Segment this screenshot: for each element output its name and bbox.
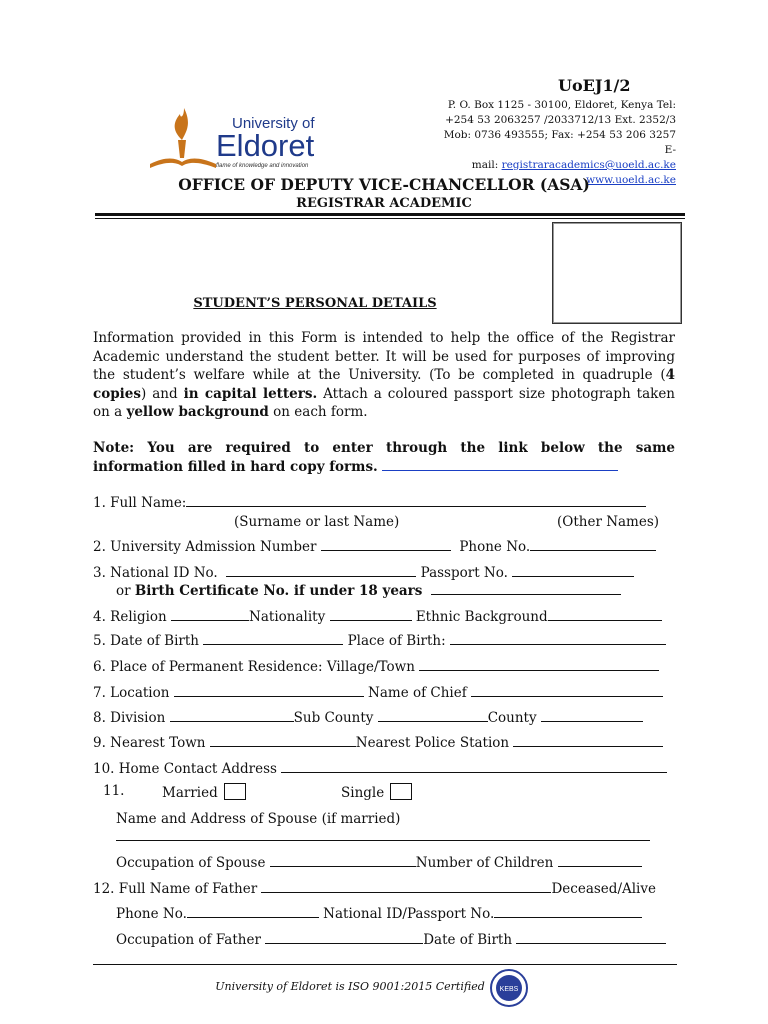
online-form-link[interactable] — [382, 458, 618, 471]
division-input[interactable] — [170, 709, 294, 722]
single-option: Single — [341, 783, 412, 801]
passport-input[interactable] — [512, 564, 634, 577]
ethnic-input[interactable] — [548, 608, 662, 621]
document-code: UoEJ1/2 — [558, 76, 631, 95]
field-home-address: 10. Home Contact Address — [93, 760, 667, 777]
footer-text: University of Eldoret is ISO 9001:2015 Certified — [215, 980, 485, 993]
home-address-input[interactable] — [281, 760, 667, 773]
national-id-input[interactable] — [226, 564, 416, 577]
location-input[interactable] — [174, 684, 364, 697]
occ-spouse-input[interactable] — [270, 854, 416, 867]
subcounty-input[interactable] — [378, 709, 488, 722]
field-occ-father: Occupation of Father Date of Birth — [116, 931, 666, 948]
admission-input[interactable] — [321, 538, 451, 551]
office-subtitle: REGISTRAR ACADEMIC — [296, 196, 472, 211]
single-checkbox[interactable] — [390, 783, 412, 800]
birth-cert-input[interactable] — [431, 582, 621, 595]
children-input[interactable] — [558, 854, 642, 867]
header-rule-thick — [95, 213, 685, 216]
university-logo — [146, 104, 366, 170]
father-phone-input[interactable] — [187, 905, 319, 918]
kebs-badge-icon — [489, 968, 529, 1008]
other-names-hint: (Other Names) — [557, 514, 660, 530]
email-link[interactable]: registraracademics@uoeld.ac.ke — [501, 159, 676, 171]
police-input[interactable] — [513, 734, 663, 747]
footer-rule — [93, 964, 677, 965]
section-title: STUDENT’S PERSONAL DETAILS — [193, 296, 437, 311]
spouse-input[interactable] — [116, 840, 650, 841]
field-location: 7. Location Name of Chief — [93, 684, 663, 701]
email-line — [440, 158, 676, 173]
field-town: 9. Nearest Town Nearest Police Station — [93, 734, 663, 751]
field-religion: 4. Religion Nationality Ethnic Background — [93, 608, 662, 625]
field-occ-spouse: Occupation of Spouse Number of Children — [116, 854, 642, 871]
intro-paragraph: Information provided in this Form is intended to help the office of the Registrar Academic understand the student better. It will be used for purposes of improving the student’s welfare while at the University. (To be completed in quadruple (4 copies) and in capital letters. Attach a coloured passport size photograph taken on a yellow background on each form. — [93, 330, 676, 420]
dob-input[interactable] — [203, 632, 343, 645]
field-residence: 6. Place of Permanent Residence: Village/Town — [93, 658, 659, 675]
flame-icon — [175, 108, 188, 140]
note-paragraph: Note: You are required to enter through the link below the same information filled in hard copy forms. — [93, 440, 675, 475]
logo-line2: Eldoret — [216, 128, 315, 163]
field-division: 8. Division Sub County County — [93, 709, 643, 726]
phone-input[interactable] — [530, 538, 656, 551]
field-birth-cert: or Birth Certificate No. if under 18 years — [116, 582, 621, 599]
address-line-3: Mob: 0736 493555; Fax: +254 53 206 3257 E- — [443, 129, 676, 156]
county-input[interactable] — [541, 709, 643, 722]
residence-input[interactable] — [419, 658, 659, 671]
married-option: Married — [162, 783, 246, 801]
website-link[interactable]: www.uoeld.ac.ke — [586, 174, 676, 186]
field-marital: 11. — [103, 783, 125, 799]
married-checkbox[interactable] — [224, 783, 246, 800]
surname-hint: (Surname or last Name) — [234, 514, 400, 530]
chief-input[interactable] — [471, 684, 663, 697]
town-input[interactable] — [210, 734, 356, 747]
email-prefix: mail: — [471, 159, 502, 171]
religion-input[interactable] — [171, 608, 249, 621]
field-father: 12. Full Name of Father Deceased/Alive — [93, 881, 656, 897]
field-full-name: 1. Full Name: — [93, 494, 646, 511]
logo-tagline: flame of knowledge and innovation — [216, 163, 309, 169]
father-id-input[interactable] — [494, 905, 642, 918]
field-admission: 2. University Admission Number Phone No. — [93, 538, 656, 555]
occ-father-input[interactable] — [265, 931, 423, 944]
field-national-id: 3. National ID No. Passport No. — [93, 564, 634, 581]
father-dob-input[interactable] — [516, 931, 666, 944]
logo-line1: University of — [232, 115, 315, 132]
address-line-1: P. O. Box 1125 - 30100, Eldoret, Kenya Tel: — [447, 99, 676, 111]
field-father-phone: Phone No. National ID/Passport No. — [116, 905, 642, 922]
kebs-label: KEBS — [499, 986, 519, 993]
address-line-2: +254 53 2063257 /2033712/13 Ext. 2352/3 — [445, 114, 676, 126]
full-name-input[interactable] — [186, 494, 646, 507]
header-rule-thin — [95, 218, 685, 219]
spouse-label: Name and Address of Spouse (if married) — [116, 811, 401, 827]
office-title: OFFICE OF DEPUTY VICE-CHANCELLOR (ASA) — [178, 175, 590, 194]
place-birth-input[interactable] — [450, 632, 666, 645]
father-name-input[interactable] — [261, 880, 551, 893]
field-dob: 5. Date of Birth Place of Birth: — [93, 632, 666, 649]
nationality-input[interactable] — [330, 608, 412, 621]
